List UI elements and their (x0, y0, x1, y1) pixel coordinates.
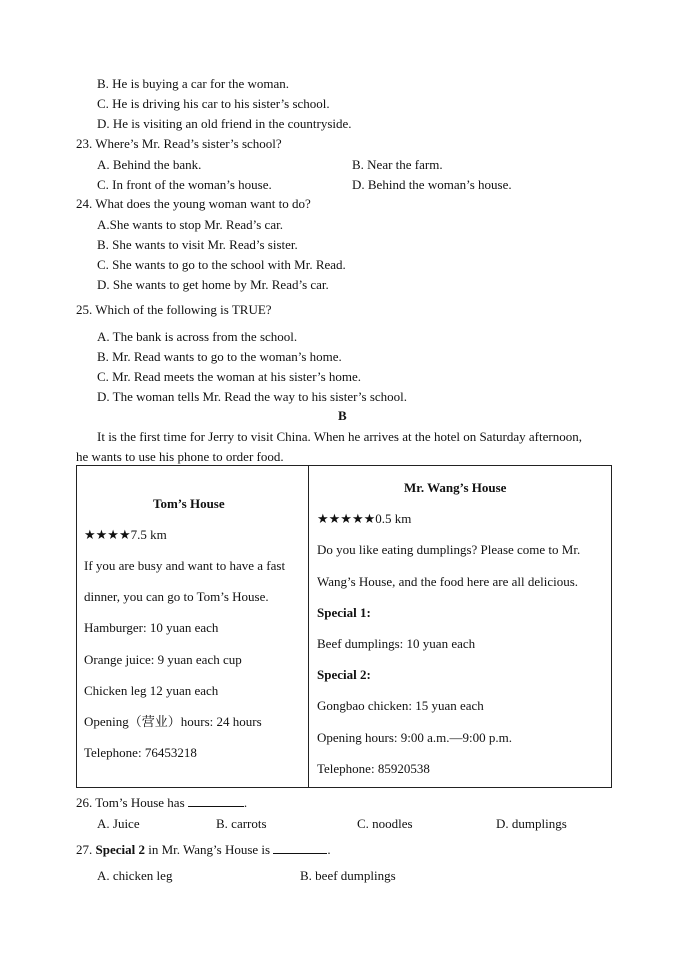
toms-house-desc-1: If you are busy and want to have a fast (84, 558, 286, 573)
q23-option-d: D. Behind the woman’s house. (352, 177, 512, 192)
intro-line-2: he wants to use his phone to order food. (76, 449, 284, 464)
q23-option-a: A. Behind the bank. (97, 157, 202, 172)
q22-option-b: B. He is buying a car for the woman. (97, 76, 290, 91)
wangs-house-title: Mr. Wang’s House (404, 480, 507, 495)
q23-option-c: C. In front of the woman’s house. (97, 177, 272, 192)
section-heading: B (338, 408, 347, 423)
q26-answer-blank[interactable] (188, 794, 244, 807)
q27-option-a: A. chicken leg (97, 868, 173, 883)
toms-house-item-hamburger: Hamburger: 10 yuan each (84, 620, 219, 635)
q24-stem: 24. What does the young woman want to do? (76, 196, 311, 211)
q27-stem-text: in Mr. Wang’s House is (144, 842, 271, 857)
q24-option-b: B. She wants to visit Mr. Read’s sister. (97, 237, 298, 252)
toms-house-hours: Opening（营业）hours: 24 hours (84, 714, 262, 729)
toms-house-phone: Telephone: 76453218 (84, 745, 197, 760)
q24-option-d: D. She wants to get home by Mr. Read’s car. (97, 277, 329, 292)
wangs-house-hours: Opening hours: 9:00 a.m.—9:00 p.m. (317, 730, 512, 745)
wangs-house-special-1: Beef dumplings: 10 yuan each (317, 636, 476, 651)
table-divider (308, 466, 309, 787)
q26-option-d: D. dumplings (496, 816, 567, 831)
q23-stem: 23. Where’s Mr. Read’s sister’s school? (76, 136, 282, 151)
wangs-house-desc-2: Wang’s House, and the food here are all delicious. (317, 574, 579, 589)
wangs-house-desc-1: Do you like eating dumplings? Please come to Mr. (317, 542, 581, 557)
toms-house-item-juice: Orange juice: 9 yuan each cup (84, 652, 242, 667)
q22-option-c: C. He is driving his car to his sister’s school. (97, 96, 330, 111)
q26-option-b: B. carrots (216, 816, 267, 831)
toms-house-desc-2: dinner, you can go to Tom’s House. (84, 589, 269, 604)
q25-option-d: D. The woman tells Mr. Read the way to his sister’s school. (97, 389, 408, 404)
q25-stem: 25. Which of the following is TRUE? (76, 302, 272, 317)
q25-option-c: C. Mr. Read meets the woman at his sister’s home. (97, 369, 362, 384)
q27-answer-blank[interactable] (273, 841, 327, 854)
q26-option-a: A. Juice (97, 816, 140, 831)
wangs-house-rating: ★★★★★0.5 km (317, 511, 412, 526)
q26-stem: 26. Tom’s House has . (76, 795, 248, 810)
q27-option-b: B. beef dumplings (300, 868, 396, 883)
q26-stem-text: 26. Tom’s House has (76, 795, 185, 810)
q27-number: 27. (76, 842, 93, 857)
toms-house-item-chicken: Chicken leg 12 yuan each (84, 683, 219, 698)
restaurant-table (76, 465, 612, 788)
q26-option-c: C. noodles (357, 816, 413, 831)
wangs-house-phone: Telephone: 85920538 (317, 761, 430, 776)
wangs-house-special-1-label: Special 1: (317, 605, 371, 620)
q24-option-a: A.She wants to stop Mr. Read’s car. (97, 217, 283, 232)
q24-option-c: C. She wants to go to the school with Mr. Read. (97, 257, 346, 272)
toms-house-title: Tom’s House (153, 496, 225, 511)
q27-stem: 27. Special 2 in Mr. Wang’s House is . (76, 842, 331, 857)
intro-line-1: It is the first time for Jerry to visit China. When he arrives at the hotel on Saturday afternoon, (97, 429, 582, 444)
wangs-house-special-2: Gongbao chicken: 15 yuan each (317, 698, 484, 713)
q27-bold-term: Special 2 (95, 842, 145, 857)
toms-house-rating: ★★★★7.5 km (84, 527, 167, 542)
q23-option-b: B. Near the farm. (352, 157, 443, 172)
wangs-house-special-2-label: Special 2: (317, 667, 371, 682)
q25-option-a: A. The bank is across from the school. (97, 329, 298, 344)
q25-option-b: B. Mr. Read wants to go to the woman’s home. (97, 349, 342, 364)
q22-option-d: D. He is visiting an old friend in the countryside. (97, 116, 352, 131)
